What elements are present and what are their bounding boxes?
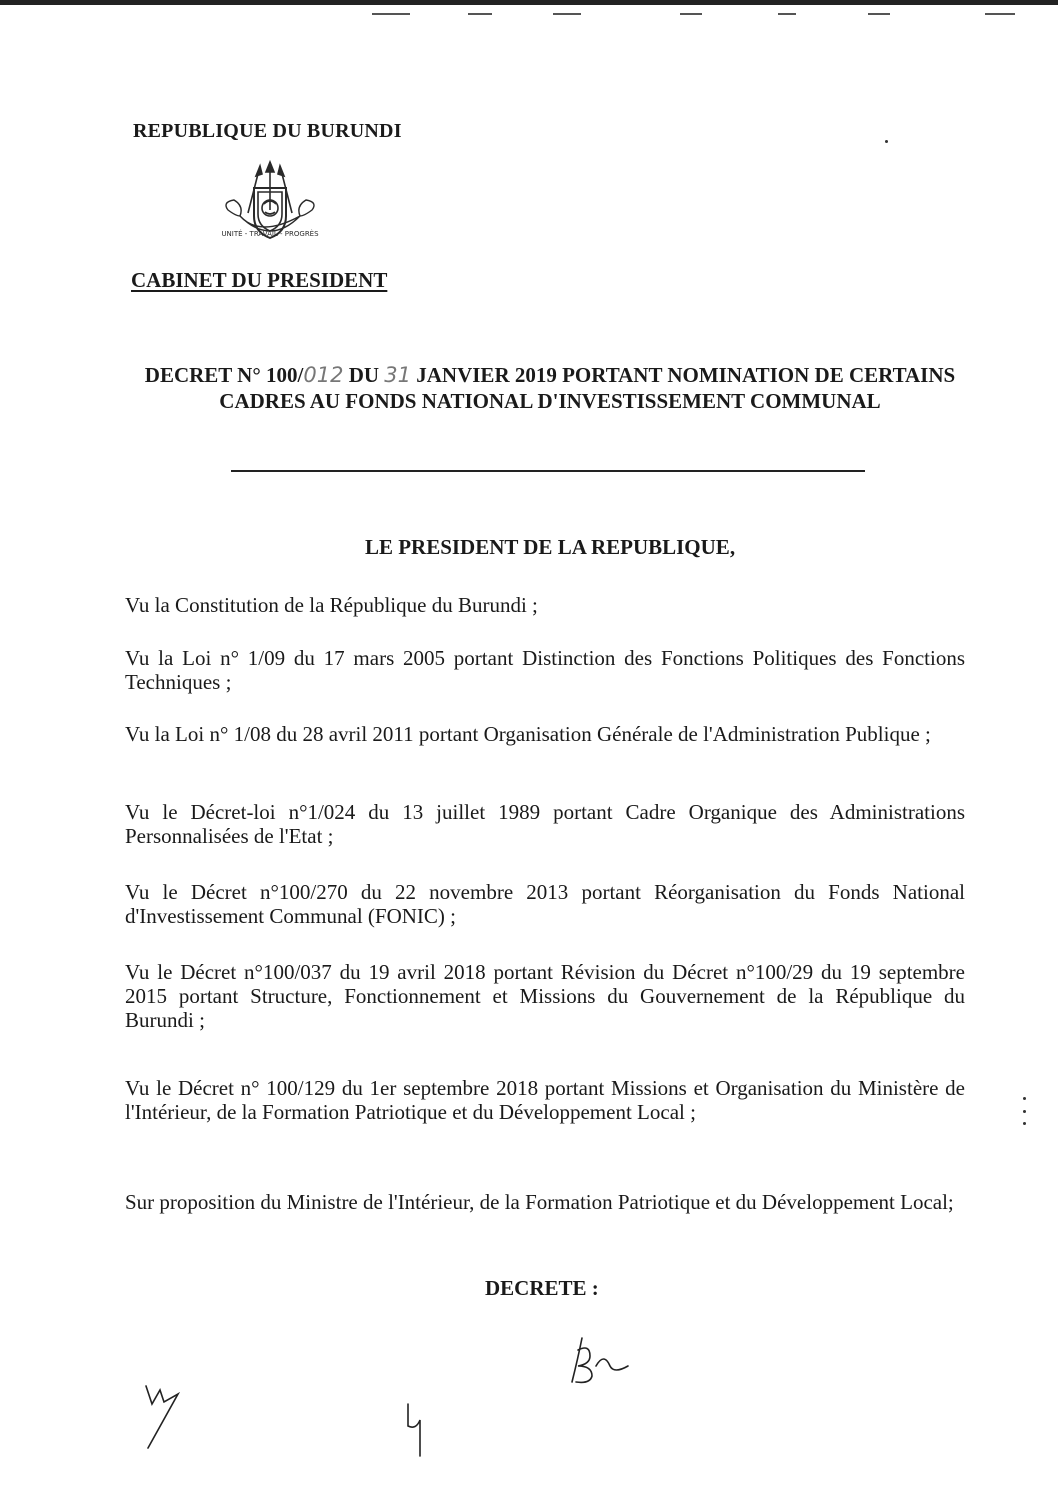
scan-artifact [778,13,796,15]
scan-artifact [985,13,1015,15]
scan-artifact [680,13,702,15]
decree-title-prefix: DECRET N° 100/ [144,363,304,387]
consideration-paragraph: Sur proposition du Ministre de l'Intérieur, de la Formation Patriotique et du Développement Local; [125,1190,954,1214]
cabinet-heading: CABINET DU PRESIDENT [131,268,388,292]
consideration-paragraph: Vu la Loi n° 1/08 du 28 avril 2011 portant Organisation Générale de l'Administration Publique ; [125,722,931,746]
scan-speck [1023,1122,1026,1125]
president-heading: LE PRESIDENT DE LA REPUBLIQUE, [364,535,736,559]
initials-signature-right [568,1336,638,1396]
decree-title [120,362,980,414]
scan-speck [1023,1110,1026,1113]
scan-artifact [553,13,581,15]
consideration-paragraph: Vu le Décret-loi n°1/024 du 13 juillet 1989 portant Cadre Organique des Administrations Personnalisées de l'Etat ; [125,800,965,848]
scan-speck [885,140,888,143]
scan-artifact [868,13,890,15]
consideration-paragraph: Vu le Décret n°100/270 du 22 novembre 2013 portant Réorganisation du Fonds National d'Investissement Communal (FONIC) ; [125,880,965,928]
consideration-paragraph: Vu le Décret n° 100/129 du 1er septembre 2018 portant Missions et Organisation du Ministère de l'Intérieur, de la Formation Patriotique et du Développement Local ; [125,1076,965,1124]
consideration-paragraph: Vu la Loi n° 1/09 du 17 mars 2005 portant Distinction des Fonctions Politiques des Fonctions Techniques ; [125,646,965,694]
decree-title-middle: DU [343,363,385,387]
scan-top-edge [0,0,1058,5]
consideration-paragraph: Vu le Décret n°100/037 du 19 avril 2018 portant Révision du Décret n°100/29 du 19 septembre 2015 portant Structure, Fonctionnement et Missions du Gouvernement de la République du Burundi ; [125,960,965,1032]
decree-title-rest: JANVIER 2019 PORTANT NOMINATION DE CERTAINS CADRES AU FONDS NATIONAL D'INVESTISSEMENT COMMUNAL [219,363,956,413]
decrete-heading: DECRETE : [485,1276,599,1300]
scan-artifact [468,13,492,15]
republic-heading: REPUBLIQUE DU BURUNDI [133,120,402,142]
initials-signature-left [138,1380,188,1460]
initials-signature-middle [400,1400,430,1470]
scan-speck [1023,1097,1026,1100]
scan-artifact [372,13,410,15]
coat-of-arms-emblem [218,158,323,263]
decree-day-handwritten: 31 [384,363,412,387]
consideration-paragraph: Vu la Constitution de la République du Burundi ; [125,593,538,617]
title-divider [231,470,865,472]
emblem-motto: UNITÉ - TRAVAIL - PROGRÈS [221,230,319,238]
decree-number-handwritten: 012 [303,363,344,387]
